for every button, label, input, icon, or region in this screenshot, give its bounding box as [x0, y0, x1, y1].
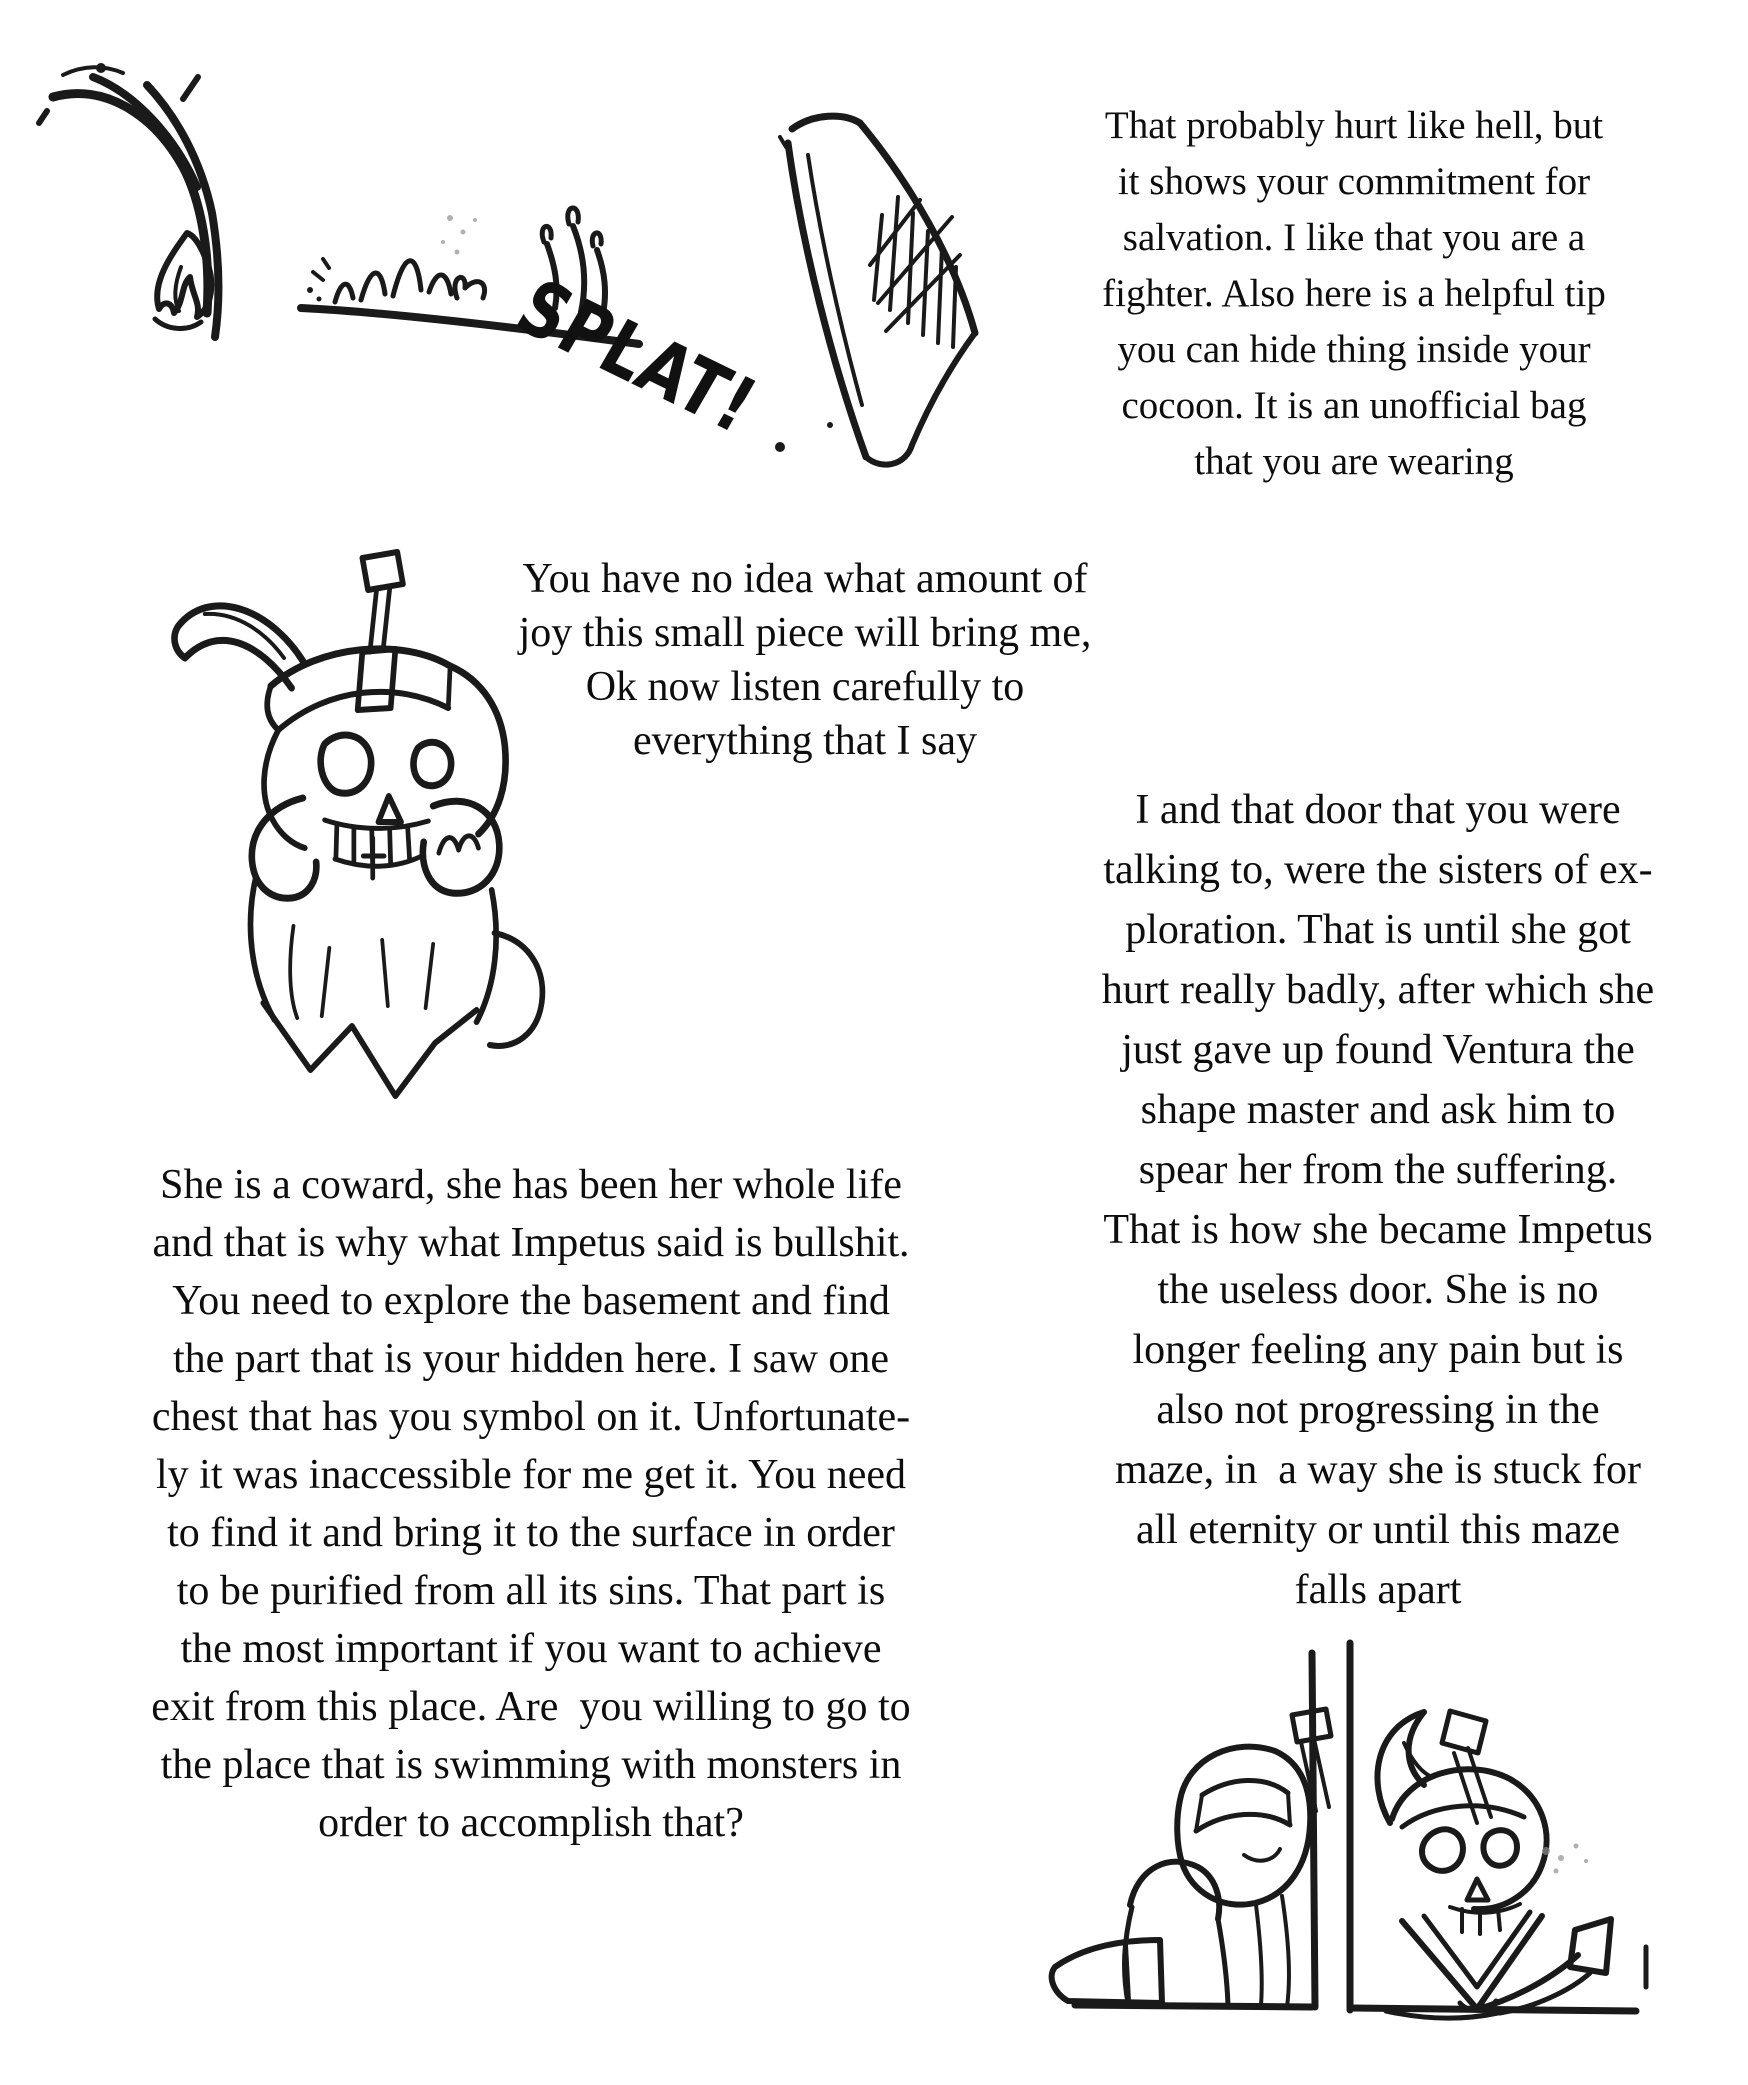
- speech-line: all eternity or until this maze: [1135, 1507, 1621, 1553]
- speech-line: the part that is your hidden here. I saw one: [172, 1336, 890, 1382]
- speech-line: talking to, were the sisters of ex-: [1103, 847, 1653, 893]
- speech-line: maze, in a way she is stuck for: [1114, 1447, 1641, 1493]
- speech-line: everything that I say: [632, 718, 978, 764]
- speech-line: hurt really badly, after which she: [1101, 967, 1655, 1013]
- speech-line: That probably hurt like hell, but: [1104, 104, 1604, 147]
- speech-line: to find it and bring it to the surface in order: [167, 1510, 895, 1556]
- speech-line: That is how she became Impetus: [1103, 1207, 1653, 1253]
- skull-eye-left: [321, 735, 372, 793]
- speech-line: ly it was inaccessible for me get it. You need: [155, 1452, 906, 1498]
- speech-line: and that is why what Impetus said is bullshit.: [152, 1220, 910, 1266]
- speech-line: I and that door that you were: [1135, 787, 1621, 833]
- speech-line: just gave up found Ventura the: [1121, 1027, 1635, 1073]
- speech-line: shape master and ask him to: [1140, 1087, 1616, 1133]
- speech-line: that you are wearing: [1194, 440, 1514, 483]
- skull-nose: [378, 796, 401, 822]
- speech-line: you can hide thing inside your: [1117, 328, 1591, 371]
- speech-line: falls apart: [1294, 1567, 1462, 1613]
- speech-line: also not progressing in the: [1156, 1387, 1600, 1433]
- speech-bubble-top-right: [960, 98, 1748, 490]
- sfx-splat-text: SPLAT!: [502, 262, 773, 451]
- speech-line: chest that has you symbol on it. Unfortunate-: [151, 1394, 911, 1440]
- sitting-figures-drawing: [1030, 1615, 1680, 2045]
- falling-object-drawing: [35, 55, 305, 355]
- speech-line: it shows your commitment for: [1117, 160, 1591, 203]
- speech-line: ploration. That is until she got: [1125, 907, 1631, 953]
- speech-line: the most important if you want to achieve: [180, 1626, 882, 1672]
- speech-line: order to accomplish that?: [318, 1800, 744, 1846]
- speech-line: to be purified from all its sins. That part is: [176, 1568, 886, 1614]
- speech-line: You need to explore the basement and find: [172, 1278, 890, 1324]
- speech-line: cocoon. It is an unofficial bag: [1121, 384, 1587, 427]
- speech-bubble-middle: [430, 552, 1180, 768]
- speech-bubble-right-column: [1018, 780, 1738, 1620]
- speech-line: spear her from the suffering.: [1138, 1147, 1618, 1193]
- speech-bubble-left-column: [55, 1156, 1007, 1852]
- crumpled-figure-drawing: [770, 95, 985, 470]
- speech-line: She is a coward, she has been her whole life: [160, 1162, 902, 1208]
- speech-line: longer feeling any pain but is: [1132, 1327, 1624, 1373]
- speech-line: salvation. I like that you are a: [1122, 216, 1586, 259]
- speech-line: joy this small piece will bring me,: [518, 610, 1092, 656]
- speech-line: the place that is swimming with monsters in: [160, 1742, 902, 1788]
- speech-line: fighter. Also here is a helpful tip: [1102, 272, 1606, 315]
- speech-line: exit from this place. Are you willing to go to: [151, 1684, 911, 1730]
- speech-line: You have no idea what amount of: [522, 556, 1088, 602]
- speech-line: the useless door. She is no: [1157, 1267, 1599, 1313]
- speech-line: Ok now listen carefully to: [585, 664, 1025, 710]
